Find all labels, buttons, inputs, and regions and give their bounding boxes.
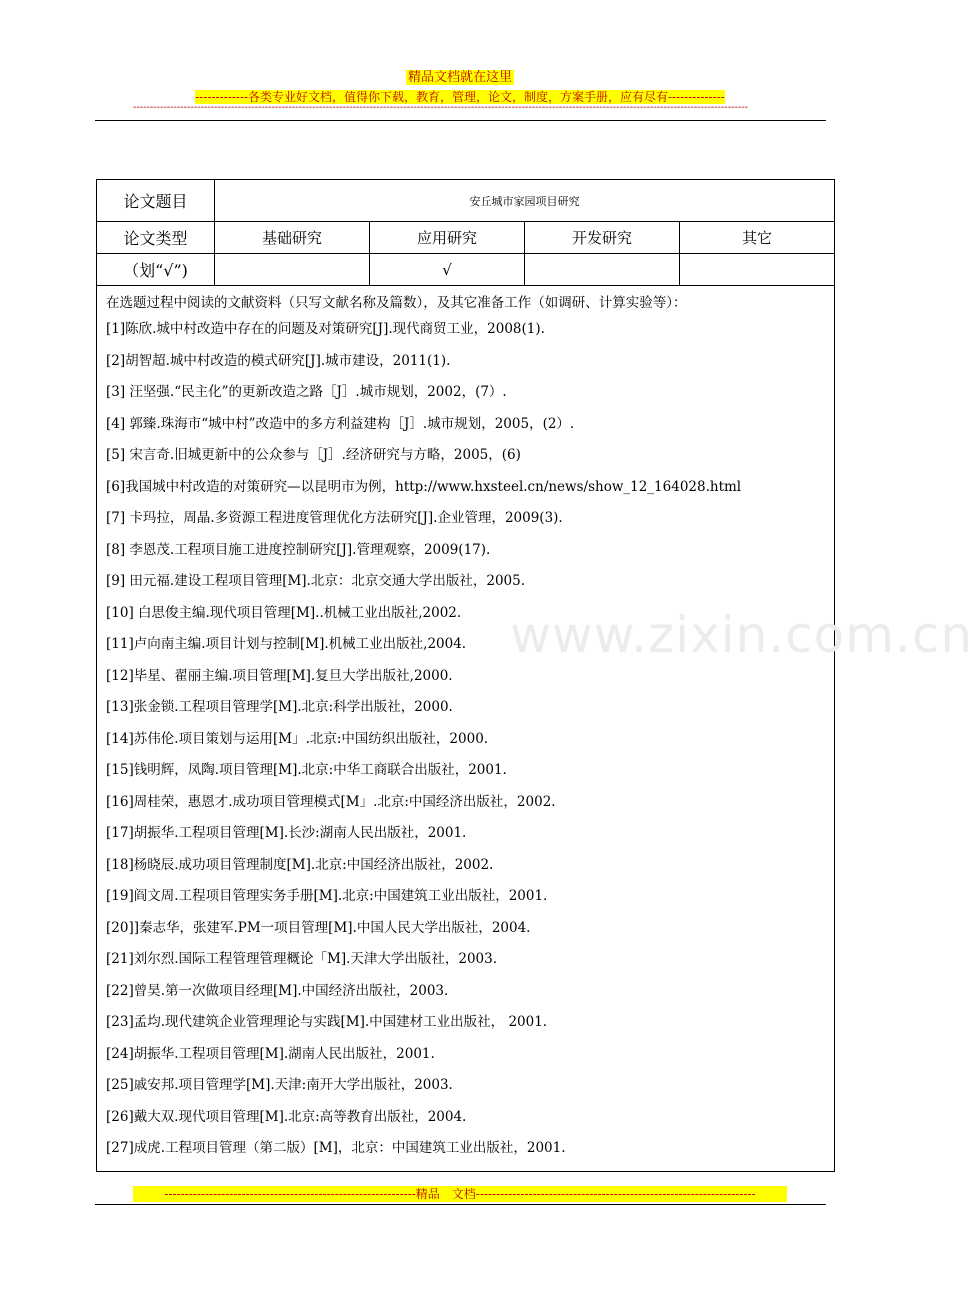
title-label: 论文题目 — [97, 180, 215, 222]
check-basic — [215, 254, 370, 286]
footer-banner: --------------------------------------------------------------精品 文档--------------------------------------------------------------------- — [133, 1186, 787, 1202]
references-intro: 在选题过程中阅读的文献资料（只写文献名称及篇数），及其它准备工作（如调研、计算实验等）： — [106, 295, 687, 311]
reference-item: [25]戚安邦.项目管理学[M].天津:南开大学出版社，2003. — [106, 1077, 453, 1093]
reference-item: [10] 白思俊主编.现代项目管理[M]..机械工业出版社,2002. — [106, 604, 462, 621]
thesis-form — [96, 179, 835, 1172]
reference-item: [24]胡振华.工程项目管理[M].湖南人民出版社，2001. — [106, 1045, 435, 1062]
header-title: 精品文档就在这里 — [407, 70, 512, 85]
reference-item: [21]刘尔烈.国际工程管理管理概论「M].天津大学出版社，2003. — [106, 951, 498, 967]
check-development — [525, 254, 680, 286]
reference-item: [12]毕星、翟丽主编.项目管理[M].复旦大学出版社,2000. — [106, 667, 453, 684]
type-hint: （划“√”) — [97, 254, 215, 286]
reference-item: [27]成虎.工程项目管理（第二版）[M]，北京：中国建筑工业出版社，2001. — [106, 1140, 566, 1156]
reference-item: [8] 李恩茂.工程项目施工进度控制研究[J].管理观察，2009(17). — [106, 541, 491, 558]
reference-item: [16]周桂荣，惠恩才.成功项目管理模式[M」.北京:中国经济出版社，2002. — [106, 793, 556, 810]
reference-item: [11]卢向南主编.项目计划与控制[M].机械工业出版社,2004. — [106, 636, 467, 652]
check-other — [680, 254, 835, 286]
reference-item: [6]我国城中村改造的对策研究—以昆明市为例，http://www.hxsteel.cn/news/show_12_164028.html — [106, 478, 742, 495]
reference-item: [14]苏伟伦.项目策划与运用[M」.北京:中国纺织出版社，2000. — [106, 730, 489, 747]
reference-item: [18]杨晓辰.成功项目管理制度[M].北京:中国经济出版社，2002. — [106, 856, 494, 873]
reference-item: [20]]秦志华，张建军.PM一项目管理[M].中国人民大学出版社，2004. — [106, 919, 531, 936]
reference-list — [106, 314, 834, 1165]
reference-item: [15]钱明辉，凤陶.项目管理[M].北京:中华工商联合出版社，2001. — [106, 762, 507, 778]
reference-item: [2]胡智超.城中村改造的模式研究[J].城市建设，2011(1). — [106, 352, 451, 369]
category-applied: 应用研究 — [370, 222, 525, 254]
reference-item: [23]孟均.现代建筑企业管理理论与实践[M].中国建材工业出版社， 2001. — [106, 1014, 548, 1030]
header-slogan: -------------各类专业好文档，值得你下载，教育，管理，论文，制度，方案手册，应有尽有-------------- — [195, 90, 725, 104]
reference-item: [19]阎文周.工程项目管理实务手册[M].北京:中国建筑工业出版社，2001. — [106, 888, 548, 904]
reference-item: [22]曾昊.第一次做项目经理[M].中国经济出版社，2003. — [106, 982, 449, 999]
type-label: 论文类型 — [97, 222, 215, 254]
header-dashes: -------------------------------------------------------------------------------------------------------------------------------------------------------------------------------------- — [133, 102, 748, 113]
reference-item: [1]陈欣.城中村改造中存在的问题及对策研究[J].现代商贸工业，2008(1). — [106, 321, 545, 337]
footer-rule — [95, 1204, 826, 1205]
title-value: 安丘城市家园项目研究 — [215, 180, 835, 222]
reference-item: [17]胡振华.工程项目管理[M].长沙:湖南人民出版社，2001. — [106, 825, 467, 841]
reference-item: [7] 卡玛拉，周晶.多资源工程进度管理优化方法研究[J].企业管理，2009(3). — [106, 510, 563, 526]
category-development: 开发研究 — [525, 222, 680, 254]
references-cell — [97, 286, 835, 1172]
header-rule — [95, 120, 826, 121]
reference-item: [26]戴大双.现代项目管理[M].北京:高等教育出版社，2004. — [106, 1108, 467, 1125]
watermark: www.zixin.com.cn — [510, 606, 973, 664]
reference-item: [5] 宋言奇.旧城更新中的公众参与［J］.经济研究与方略，2005，(6) — [106, 447, 521, 463]
reference-item: [4] 郭臻.珠海市“城中村”改造中的多方利益建构［J］.城市规划，2005，(2）. — [106, 415, 575, 432]
category-other: 其它 — [680, 222, 835, 254]
reference-item: [9] 田元福.建设工程项目管理[M].北京：北京交通大学出版社，2005. — [106, 573, 526, 589]
check-applied: √ — [370, 254, 525, 286]
reference-item: [3] 汪坚强.“民主化”的更新改造之路［J］.城市规划，2002，(7）. — [106, 384, 507, 400]
category-basic: 基础研究 — [215, 222, 370, 254]
reference-item: [13]张金锁.工程项目管理学[M].北京:科学出版社，2000. — [106, 699, 453, 715]
